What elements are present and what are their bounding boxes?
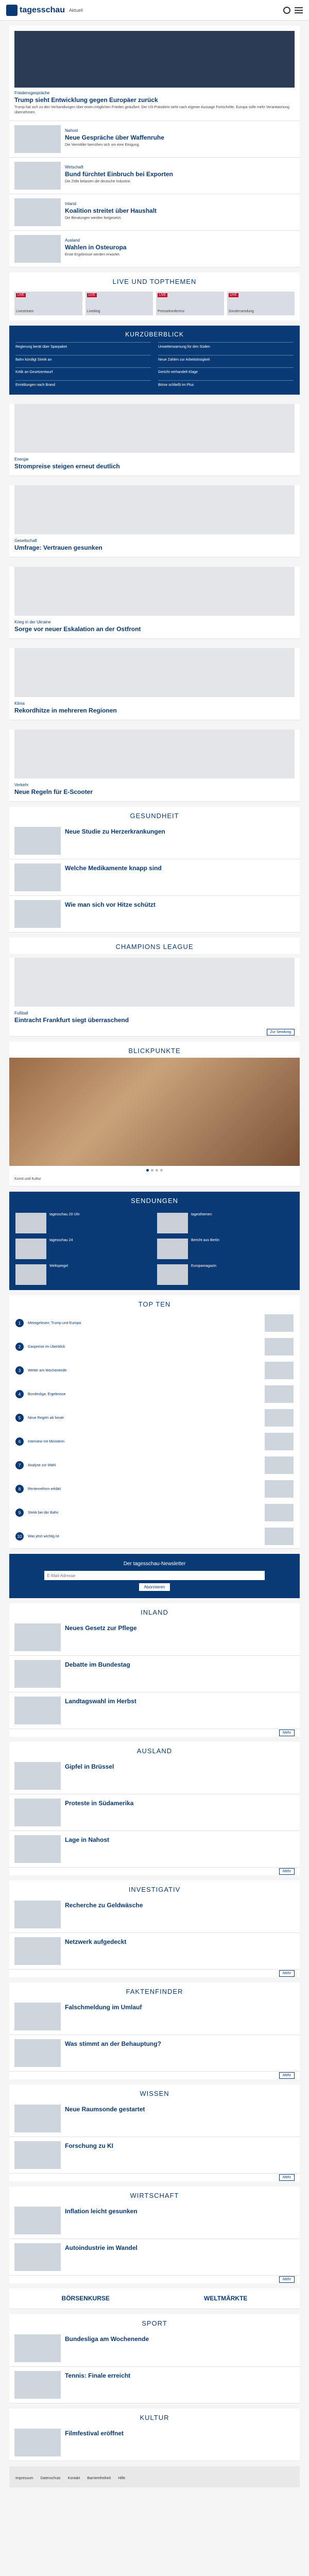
- footer: [9, 2466, 300, 2487]
- gesundheit-item-2[interactable]: [9, 896, 300, 933]
- sendung-title[interactable]: tagesschau 24: [49, 1239, 73, 1243]
- sendung-title[interactable]: Europamagazin: [191, 1264, 217, 1268]
- story-kicker: Verkehr: [14, 783, 29, 788]
- live-item-label: Livestream: [16, 310, 34, 314]
- section-1-item-0-title[interactable]: Gipfel in Brüssel: [65, 1763, 114, 1771]
- section-0-item-2[interactable]: [9, 1692, 300, 1729]
- topten-title[interactable]: Neue Regeln ab heute: [28, 1416, 64, 1420]
- section-3-item-1-text: [65, 2039, 295, 2067]
- story-image: [14, 404, 295, 453]
- section-0-item-0-text: [65, 1623, 295, 1651]
- kurz-item-4[interactable]: Kritik an Gesetzentwurf: [15, 367, 151, 377]
- section-heading-ausland: AUSLAND: [9, 1742, 300, 1758]
- section-more: [9, 2276, 300, 2283]
- section-2-item-1-thumb: [14, 1937, 61, 1965]
- section-0-item-0[interactable]: [9, 1619, 300, 1656]
- topten-thumb: [265, 1433, 294, 1450]
- lead-kicker: Friedensgespräche: [14, 91, 50, 95]
- topten-rank: 9: [15, 1509, 24, 1517]
- story-3[interactable]: [9, 648, 300, 720]
- section-5-item-1[interactable]: [9, 2239, 300, 2276]
- champions-card[interactable]: [9, 958, 300, 1037]
- gesundheit-item-2-title[interactable]: Wie man sich vor Hitze schützt: [65, 901, 156, 909]
- section-1-item-2-text: [65, 1835, 295, 1863]
- section-0-item-2-title[interactable]: Landtagswahl im Herbst: [65, 1698, 136, 1705]
- story-4[interactable]: [9, 730, 300, 802]
- footer-link-1[interactable]: Datenschutz: [40, 2477, 61, 2481]
- kurz-item-7[interactable]: Börse schließt im Plus: [158, 380, 294, 389]
- gesundheit-item-1-title[interactable]: Welche Medikamente knapp sind: [65, 865, 162, 872]
- topten-rank: 3: [15, 1366, 24, 1375]
- top-story-3-text: [65, 235, 295, 263]
- sendung-0[interactable]: [15, 1213, 152, 1233]
- footer-link-2[interactable]: Kontakt: [67, 2477, 80, 2481]
- section-1-item-1-text: [65, 1799, 295, 1826]
- sport-item-1-text: [65, 2371, 295, 2399]
- kurzueberblick-heading: KURZÜBERBLICK: [125, 331, 184, 338]
- section-heading-inland: INLAND: [9, 1603, 300, 1619]
- section-more-button[interactable]: Mehr: [279, 1970, 295, 1977]
- kurzueberblick-block: [9, 326, 300, 395]
- section-heading-wirtschaft: WIRTSCHAFT: [9, 2187, 300, 2202]
- blickpunkte-caption: Kunst und Kultur: [14, 1177, 41, 1181]
- sendung-title[interactable]: Bericht aus Berlin: [191, 1239, 219, 1243]
- section-4-item-1-title[interactable]: Forschung zu KI: [65, 2142, 113, 2150]
- topten-rank: 8: [15, 1485, 24, 1493]
- gesundheit-item-0-text: [65, 827, 295, 855]
- top-story-1-title[interactable]: Bund fürchtet Einbruch bei Exporten: [65, 171, 174, 178]
- spacer: [0, 476, 309, 481]
- live-badge: LIVE: [16, 293, 26, 297]
- lead-title[interactable]: Trump sieht Entwicklung gegen Europäer zurück: [14, 96, 158, 104]
- topten-rank: 4: [15, 1390, 24, 1398]
- section-4-item-1-thumb: [14, 2141, 61, 2169]
- live-heading: LIVE UND TOPTHEMEN: [9, 273, 300, 289]
- markets-row: [9, 2289, 300, 2309]
- gesundheit-item-1-text: [65, 863, 295, 891]
- kurz-item-3[interactable]: Neue Zahlen zur Arbeitslosigkeit: [158, 355, 294, 364]
- topten-thumb: [265, 1385, 294, 1403]
- live-badge: LIVE: [158, 293, 167, 297]
- story-kicker: Krieg in der Ukraine: [14, 620, 51, 625]
- top-story-2-thumb: [14, 198, 61, 226]
- topten-thumb: [265, 1528, 294, 1545]
- section-4-item-0[interactable]: [9, 2100, 300, 2137]
- topten-title[interactable]: Gaspreise im Überblick: [28, 1345, 65, 1349]
- section-1-item-1[interactable]: [9, 1794, 300, 1831]
- section-more-button[interactable]: Mehr: [279, 2174, 295, 2181]
- section-more: [9, 1868, 300, 1875]
- live-item-1[interactable]: [85, 292, 153, 315]
- top-story-2[interactable]: [9, 194, 300, 231]
- topten-thumb: [265, 1480, 294, 1498]
- top-story-3-thumb: [14, 235, 61, 263]
- section-1-item-2-title[interactable]: Lage in Nahost: [65, 1836, 110, 1844]
- kultur-item-0-title[interactable]: Filmfestival eröffnet: [65, 2430, 124, 2437]
- top-story-1-text: [65, 162, 295, 190]
- top-story-0-kicker: Nahost: [65, 128, 78, 133]
- sendung-4[interactable]: [15, 1264, 152, 1285]
- topten-item-2[interactable]: [9, 1359, 300, 1382]
- topten-title[interactable]: Interview mit Ministerin: [28, 1439, 65, 1444]
- section-more: [9, 2174, 300, 2181]
- topten-thumb: [265, 1456, 294, 1474]
- story-2[interactable]: [9, 567, 300, 639]
- gesundheit-item-2-text: [65, 900, 295, 928]
- section-1-item-2-thumb: [14, 1835, 61, 1863]
- topten-heading: TOP TEN: [9, 1295, 300, 1311]
- top-story-1-thumb: [14, 162, 61, 190]
- weltmaerkte-link[interactable]: WELTMÄRKTE: [204, 2295, 248, 2302]
- top-story-1-kicker: Wirtschaft: [65, 165, 83, 170]
- story-0[interactable]: [9, 404, 300, 476]
- section-2-item-0-text: [65, 1901, 295, 1928]
- carousel-dots[interactable]: [9, 1166, 300, 1175]
- blickpunkte-image[interactable]: [9, 1058, 300, 1166]
- newsletter-email-input[interactable]: [44, 1571, 265, 1580]
- section-0-item-2-text: [65, 1697, 295, 1724]
- topten-title[interactable]: Rentenreform erklärt: [28, 1487, 61, 1491]
- story-text: [9, 701, 300, 720]
- topten-item-6[interactable]: [9, 1453, 300, 1477]
- section-3-item-0-thumb: [14, 2003, 61, 2030]
- sport-heading: SPORT: [9, 2314, 300, 2330]
- section-0-item-1-text: [65, 1660, 295, 1688]
- section-5-item-1-title[interactable]: Autoindustrie im Wandel: [65, 2244, 138, 2252]
- story-title[interactable]: Umfrage: Vertrauen gesunken: [14, 544, 102, 552]
- kultur-item-0-text: [65, 2429, 295, 2456]
- section-2-item-1[interactable]: [9, 1933, 300, 1970]
- topten-title[interactable]: Streik bei der Bahn: [28, 1511, 59, 1515]
- sport-item-1-title[interactable]: Tennis: Finale erreicht: [65, 2372, 131, 2380]
- topten-item-3[interactable]: [9, 1382, 300, 1406]
- story-title[interactable]: Strompreise steigen erneut deutlich: [14, 463, 120, 470]
- story-title[interactable]: Rekordhitze in mehreren Regionen: [14, 707, 117, 715]
- section-2-item-1-text: [65, 1937, 295, 1965]
- kurz-item-0[interactable]: Regierung berät über Sparpaket: [15, 342, 151, 351]
- section-3-item-1-title[interactable]: Was stimmt an der Behauptung?: [65, 2040, 161, 2048]
- story-image: [14, 648, 295, 697]
- kurz-item-5[interactable]: Gericht verhandelt Klage: [158, 367, 294, 377]
- story-title[interactable]: Sorge vor neuer Eskalation an der Ostfront: [14, 625, 141, 633]
- section-more: [9, 2072, 300, 2079]
- champions-image: [14, 958, 295, 1007]
- sport-item-1[interactable]: [9, 2367, 300, 2403]
- story-kicker: Klima: [14, 701, 25, 706]
- topten-rank: 2: [15, 1343, 24, 1351]
- story-image: [14, 485, 295, 534]
- story-image: [14, 730, 295, 778]
- spacer: [0, 1598, 309, 1603]
- footer-link-3[interactable]: Barrierefreiheit: [87, 2477, 111, 2481]
- topten-thumb: [265, 1362, 294, 1379]
- spacer: [0, 2181, 309, 2187]
- top-story-0-text: [65, 125, 295, 153]
- top-story-2-title[interactable]: Koalition streitet über Haushalt: [65, 207, 157, 215]
- spacer: [0, 395, 309, 400]
- sport-item-0-text: [65, 2334, 295, 2362]
- gesundheit-item-0-thumb: [14, 827, 61, 855]
- newsletter-box: [9, 1554, 300, 1598]
- spacer: [0, 2079, 309, 2084]
- section-3-item-1[interactable]: [9, 2035, 300, 2072]
- topten-thumb: [265, 1504, 294, 1521]
- section-more-button[interactable]: Mehr: [279, 2276, 295, 2283]
- logo-text: tagesschau: [20, 5, 65, 14]
- top-story-0-thumb: [14, 125, 61, 153]
- section-4-item-1-text: [65, 2141, 295, 2169]
- live-item-0[interactable]: [14, 292, 82, 315]
- section-1-item-1-thumb: [14, 1799, 61, 1826]
- topten-rank: 1: [15, 1319, 24, 1327]
- sendung-thumb: [157, 1239, 188, 1259]
- section-heading-investigativ: INVESTIGATIV: [9, 1880, 300, 1896]
- story-image: [14, 567, 295, 616]
- lead-teaser: Trump hat sich zu den Verhandlungen über einen möglichen Frieden geäußert. Der US-Präsident sieht nach eigener Aussage Fortschritte. Europa solle mehr Verantwortung übernehmen.: [14, 106, 289, 115]
- sport-item-0-thumb: [14, 2334, 61, 2362]
- sendungen-heading: SENDUNGEN: [9, 1192, 300, 1208]
- top-story-3-teaser: Erste Ergebnisse werden erwartet.: [65, 253, 121, 257]
- topten-item-0[interactable]: [9, 1311, 300, 1335]
- section-4-item-0-text: [65, 2105, 295, 2132]
- section-5-item-1-thumb: [14, 2243, 61, 2271]
- sendung-thumb: [157, 1264, 188, 1285]
- sendung-5[interactable]: [157, 1264, 294, 1285]
- top-story-0-title[interactable]: Neue Gespräche über Waffenruhe: [65, 134, 164, 142]
- top-story-1-teaser: Die Zölle belasten die deutsche Industrie.: [65, 180, 131, 184]
- champions-heading: CHAMPIONS LEAGUE: [9, 938, 300, 954]
- section-2-item-0[interactable]: [9, 1896, 300, 1933]
- sendung-3[interactable]: [157, 1239, 294, 1259]
- topten-item-1[interactable]: [9, 1335, 300, 1359]
- kurz-item-1[interactable]: Unwetterwarnung für den Süden: [158, 342, 294, 351]
- champions-more-button[interactable]: Zur Sendung: [267, 1029, 295, 1036]
- topten-item-7[interactable]: [9, 1477, 300, 1501]
- section-more-button[interactable]: Mehr: [279, 1868, 295, 1875]
- top-story-0-teaser: Die Vermittler bemühen sich um eine Einigung.: [65, 143, 140, 147]
- section-3-item-0-text: [65, 2003, 295, 2030]
- sport-item-0[interactable]: [9, 2330, 300, 2367]
- sendung-thumb: [15, 1239, 46, 1259]
- sendung-thumb: [15, 1264, 46, 1285]
- section-1-item-0-text: [65, 1762, 295, 1790]
- section-1-item-0[interactable]: [9, 1758, 300, 1794]
- topten-rank: 5: [15, 1414, 24, 1422]
- topten-title[interactable]: Wetter am Wochenende: [28, 1368, 67, 1372]
- top-story-3-title[interactable]: Wahlen in Osteuropa: [65, 244, 127, 251]
- newsletter-subscribe-button[interactable]: Abonnieren: [139, 1583, 170, 1591]
- spacer: [0, 557, 309, 563]
- story-text: [9, 620, 300, 638]
- section-more-button[interactable]: Mehr: [279, 2072, 295, 2079]
- topten-item-8[interactable]: [9, 1501, 300, 1524]
- section-5-item-0-title[interactable]: Inflation leicht gesunken: [65, 2208, 138, 2215]
- top-story-2-teaser: Die Beratungen werden fortgesetzt.: [65, 216, 122, 221]
- topten-thumb: [265, 1338, 294, 1355]
- logo-mark-icon: [6, 5, 18, 16]
- section-5-item-0-text: [65, 2207, 295, 2234]
- live-badge: LIVE: [229, 293, 238, 297]
- section-4-item-0-title[interactable]: Neue Raumsonde gestartet: [65, 2106, 145, 2113]
- section-3-item-0-title[interactable]: Falschmeldung im Umlauf: [65, 2004, 142, 2011]
- spacer: [0, 1977, 309, 1982]
- topten-title[interactable]: Analyse zur Wahl: [28, 1463, 56, 1467]
- sendung-1[interactable]: [157, 1213, 294, 1233]
- section-0-item-2-thumb: [14, 1697, 61, 1724]
- sport-item-1-thumb: [14, 2371, 61, 2399]
- menu-icon[interactable]: [295, 7, 303, 13]
- topten-item-9[interactable]: [9, 1524, 300, 1548]
- gesundheit-item-0-title[interactable]: Neue Studie zu Herzerkrankungen: [65, 828, 165, 836]
- section-0-item-1-title[interactable]: Debatte im Bundestag: [65, 1661, 130, 1669]
- section-3-item-0[interactable]: [9, 1998, 300, 2035]
- section-more: [9, 1970, 300, 1977]
- top-story-3[interactable]: [9, 231, 300, 267]
- section-0-item-1-thumb: [14, 1660, 61, 1688]
- topten-item-4[interactable]: [9, 1406, 300, 1430]
- live-item-label: Liveblog: [87, 310, 100, 314]
- newsletter-title: Der tagesschau-Newsletter: [123, 1561, 186, 1567]
- spacer: [0, 639, 309, 644]
- champions-kicker: Fußball: [14, 1011, 28, 1016]
- section-more-button[interactable]: Mehr: [279, 1730, 295, 1736]
- lead-story[interactable]: [9, 26, 300, 121]
- topten-rank: 7: [15, 1461, 24, 1469]
- live-item-label: Pressekonferenz: [158, 310, 185, 314]
- story-kicker: Energie: [14, 457, 29, 462]
- section-heading-faktenfinder: FAKTENFINDER: [9, 1982, 300, 1998]
- story-text: [9, 457, 300, 476]
- story-text: [9, 783, 300, 801]
- live-item-2[interactable]: [156, 292, 224, 315]
- spacer: [0, 1875, 309, 1880]
- topten-thumb: [265, 1409, 294, 1427]
- section-1-item-0-thumb: [14, 1762, 61, 1790]
- story-text: [9, 538, 300, 557]
- section-2-item-1-title[interactable]: Netzwerk aufgedeckt: [65, 1938, 127, 1946]
- section-5-item-0[interactable]: [9, 2202, 300, 2239]
- section-5-item-0-thumb: [14, 2207, 61, 2234]
- section-1-item-2[interactable]: [9, 1831, 300, 1868]
- spacer: [0, 720, 309, 725]
- section-1-item-1-title[interactable]: Proteste in Südamerika: [65, 1800, 134, 1807]
- topten-thumb: [265, 1314, 294, 1332]
- topten-item-5[interactable]: [9, 1430, 300, 1453]
- kurz-item-6[interactable]: Ermittlungen nach Brand: [15, 380, 151, 389]
- spacer: [0, 1737, 309, 1742]
- section-4-item-1[interactable]: [9, 2137, 300, 2174]
- blickpunkte-heading: BLICKPUNKTE: [9, 1042, 300, 1058]
- top-story-2-text: [65, 198, 295, 226]
- section-0-item-1[interactable]: [9, 1656, 300, 1692]
- sendung-title[interactable]: Weltspiegel: [49, 1264, 68, 1268]
- topten-rank: 10: [15, 1532, 24, 1540]
- section-heading-wissen: WISSEN: [9, 2084, 300, 2100]
- story-kicker: Gesellschaft: [14, 538, 38, 544]
- top-story-0[interactable]: [9, 121, 300, 158]
- kurz-item-2[interactable]: Bahn kündigt Streik an: [15, 355, 151, 364]
- sendung-thumb: [15, 1213, 46, 1233]
- kultur-item-0-thumb: [14, 2429, 61, 2456]
- story-title[interactable]: Neue Regeln für E-Scooter: [14, 788, 93, 796]
- section-2-item-0-title[interactable]: Recherche zu Geldwäsche: [65, 1902, 143, 1909]
- gesundheit-item-1[interactable]: [9, 859, 300, 896]
- top-story-1[interactable]: [9, 158, 300, 194]
- topten-title[interactable]: Bundesliga: Ergebnisse: [28, 1392, 66, 1396]
- topten-rank: 6: [15, 1437, 24, 1446]
- champions-title[interactable]: Eintracht Frankfurt siegt überraschend: [14, 1016, 129, 1024]
- top-story-3-kicker: Ausland: [65, 238, 80, 243]
- kultur-heading: KULTUR: [9, 2409, 300, 2425]
- story-1[interactable]: [9, 485, 300, 557]
- sendung-thumb: [157, 1213, 188, 1233]
- gesundheit-item-2-thumb: [14, 900, 61, 928]
- ticker-label[interactable]: Aktuell: [69, 7, 83, 13]
- section-0-item-0-thumb: [14, 1623, 61, 1651]
- top-story-2-kicker: Inland: [65, 201, 76, 207]
- live-item-label: Sondersendung: [228, 310, 254, 314]
- live-badge: LIVE: [87, 293, 97, 297]
- footer-link-0[interactable]: Impressum: [15, 2477, 33, 2481]
- sendung-2[interactable]: [15, 1239, 152, 1259]
- section-5-item-1-text: [65, 2243, 295, 2271]
- top-bar: [0, 0, 309, 21]
- sendung-title[interactable]: tagesthemen: [191, 1213, 212, 1217]
- section-0-item-0-title[interactable]: Neues Gesetz zur Pflege: [65, 1624, 137, 1632]
- gesundheit-heading: GESUNDHEIT: [9, 807, 300, 823]
- topten-title[interactable]: Was jetzt wichtig ist: [28, 1534, 59, 1538]
- gesundheit-item-0[interactable]: [9, 823, 300, 859]
- live-item-3[interactable]: [227, 292, 295, 315]
- section-3-item-1-thumb: [14, 2039, 61, 2067]
- sendung-title[interactable]: tagesschau 20 Uhr: [49, 1213, 80, 1217]
- section-more: [9, 1729, 300, 1737]
- boersenkurse-link[interactable]: BÖRSENKURSE: [61, 2295, 110, 2302]
- topten-title[interactable]: Meistgelesen: Trump und Europa: [28, 1321, 81, 1325]
- sport-item-0-title[interactable]: Bundesliga am Wochenende: [65, 2335, 149, 2343]
- kultur-item-0[interactable]: [9, 2425, 300, 2461]
- search-icon[interactable]: [283, 7, 290, 14]
- gesundheit-item-1-thumb: [14, 863, 61, 891]
- logo[interactable]: [6, 5, 65, 16]
- section-2-item-0-thumb: [14, 1901, 61, 1928]
- footer-link-4[interactable]: Hilfe: [118, 2477, 126, 2481]
- section-4-item-0-thumb: [14, 2105, 61, 2132]
- lead-image: [14, 31, 295, 88]
